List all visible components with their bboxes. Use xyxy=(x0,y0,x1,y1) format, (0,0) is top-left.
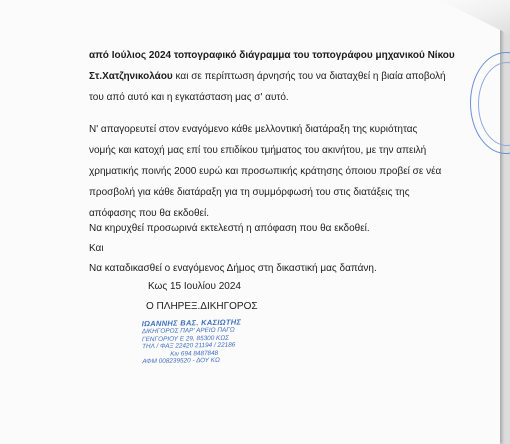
paragraph-provisional-enforcement xyxy=(89,218,469,239)
text-segment: Και xyxy=(89,243,104,254)
text-segment: Στ.Χατζηνικολάου xyxy=(89,71,173,82)
paragraph-prohibition xyxy=(89,119,469,224)
text-line xyxy=(89,87,469,108)
text-line xyxy=(89,119,469,140)
lawyer-stamp xyxy=(142,317,283,366)
text-line xyxy=(89,182,469,203)
text-line xyxy=(89,161,469,182)
text-segment: νομής και κατοχή μας επί του επιδίκου τμήματος του ακινήτου, με την απειλή xyxy=(89,145,427,156)
stamp-line: ΤΗΛ / ΦΑΞ 22420 21194 / 22186 xyxy=(142,341,236,351)
stamp-line: ΑΦΜ 008239520 - ΔΟΥ ΚΩ xyxy=(142,356,220,366)
text-segment: Ν' απαγορευτεί στον εναγόμενο κάθε μελλοντική διατάραξη της κυριότητας xyxy=(89,124,418,135)
text-segment: Να καταδικασθεί ο εναγόμενος Δήμος στη δικαστική μας δαπάνη. xyxy=(89,263,377,274)
date-line: Κως 15 Ιουλίου 2024 xyxy=(148,281,241,292)
text-segment: χρηματικής ποινής 2000 ευρώ και προσωπικής κράτησης όποιου προβεί σε νέα xyxy=(89,166,442,177)
stamp-line: ΓΕΝΓΟΡΙΟΥ Ε 29, 85300 ΚΩΣ xyxy=(141,334,230,343)
text-segment: του από αυτό και η εγκατάσταση μας σ' αυτό. xyxy=(89,92,289,103)
stamp-line: ΔΙΚΗΓΟΡΟΣ ΠΑΡ' ΑΡΕΙΩ ΠΑΓΩ xyxy=(141,326,235,336)
text-line xyxy=(89,238,469,259)
text-segment: απόφασης που θα εκδοθεί. xyxy=(89,208,210,219)
text-line xyxy=(89,66,469,87)
text-segment: Να κηρυχθεί προσωρινά εκτελεστή η απόφαση που θα εκδοθεί. xyxy=(89,223,370,234)
text-line xyxy=(89,218,469,239)
text-segment: και σε περίπτωση άρνησής του να διαταχθεί η βιαία αποβολή xyxy=(172,71,446,82)
stamp-line: ΙΩΑΝΝΗΣ ΒΑΣ. ΚΑΣΙΩΤΗΣ xyxy=(141,317,242,329)
paragraph-survey xyxy=(89,45,469,108)
text-line xyxy=(89,140,469,161)
text-segment: προσβολή για κάθε διατάραξη για τη συμμόρφωσή του στις διατάξεις της xyxy=(89,187,410,198)
stamp-line: Κιν 694 8487848 xyxy=(170,349,219,358)
text-line xyxy=(89,45,469,66)
paragraph-and xyxy=(89,238,469,259)
signature-title: Ο ΠΛΗΡΕΞ.ΔΙΚΗΓΟΡΟΣ xyxy=(146,301,258,312)
text-segment: από Ιούλιος 2024 τοπογραφικό διάγραμμα του τοπογράφου μηχανικού Νίκου xyxy=(89,50,455,61)
